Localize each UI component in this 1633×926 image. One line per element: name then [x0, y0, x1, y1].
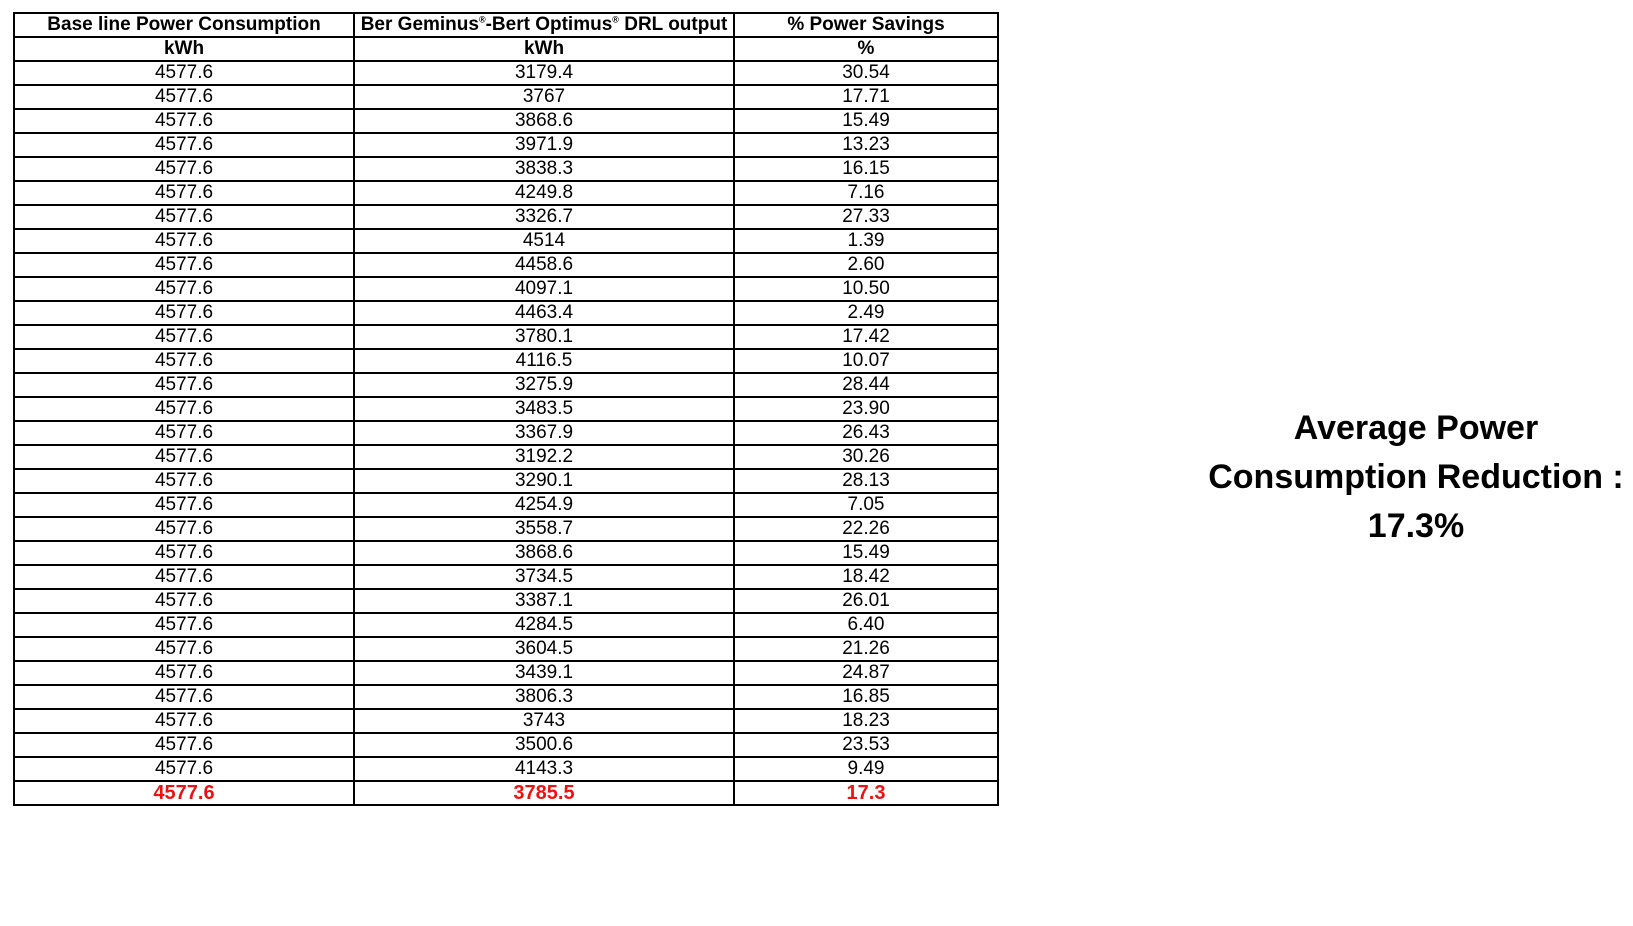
cell-baseline: 4577.6 — [14, 589, 354, 613]
table-row — [14, 61, 998, 85]
cell-power-savings: 18.23 — [734, 709, 998, 733]
cell-baseline: 4577.6 — [14, 349, 354, 373]
table-row — [14, 469, 998, 493]
table-row — [14, 253, 998, 277]
cell-power-savings: 26.01 — [734, 589, 998, 613]
cell-drl-output: 3367.9 — [354, 421, 734, 445]
cell-baseline: 4577.6 — [14, 109, 354, 133]
table-row — [14, 325, 998, 349]
cell-drl-output: 3290.1 — [354, 469, 734, 493]
header-baseline: Base line Power Consumption — [14, 13, 354, 37]
cell-drl-output: 3767 — [354, 85, 734, 109]
table-row — [14, 589, 998, 613]
cell-baseline: 4577.6 — [14, 181, 354, 205]
cell-baseline: 4577.6 — [14, 205, 354, 229]
cell-baseline: 4577.6 — [14, 373, 354, 397]
registered-mark: ® — [478, 14, 486, 25]
cell-drl-output: 3326.7 — [354, 205, 734, 229]
cell-power-savings: 7.16 — [734, 181, 998, 205]
cell-drl-output: 4458.6 — [354, 253, 734, 277]
cell-drl-output: 4097.1 — [354, 277, 734, 301]
cell-power-savings: 17.71 — [734, 85, 998, 109]
cell-power-savings: 16.85 — [734, 685, 998, 709]
unit-power-savings: % — [734, 37, 998, 61]
unit-baseline: kWh — [14, 37, 354, 61]
cell-drl-output: 3971.9 — [354, 133, 734, 157]
cell-power-savings: 28.44 — [734, 373, 998, 397]
power-consumption-table — [13, 12, 999, 806]
cell-drl-output: 3387.1 — [354, 589, 734, 613]
cell-power-savings: 26.43 — [734, 421, 998, 445]
cell-baseline: 4577.6 — [14, 445, 354, 469]
registered-mark: ® — [612, 14, 619, 25]
cell-drl-output: 4514 — [354, 229, 734, 253]
cell-power-savings: 22.26 — [734, 517, 998, 541]
cell-drl-output: 3806.3 — [354, 685, 734, 709]
cell-drl-output: 3500.6 — [354, 733, 734, 757]
table-row — [14, 493, 998, 517]
cell-power-savings: 13.23 — [734, 133, 998, 157]
table-row — [14, 613, 998, 637]
table-row — [14, 757, 998, 781]
table-row — [14, 709, 998, 733]
table-row — [14, 661, 998, 685]
cell-baseline: 4577.6 — [14, 733, 354, 757]
header-drl-output: Ber Geminus®-Bert Optimus® DRL output — [354, 13, 734, 37]
cell-power-savings: 24.87 — [734, 661, 998, 685]
cell-baseline: 4577.6 — [14, 229, 354, 253]
table-row — [14, 181, 998, 205]
cell-drl-output: 3439.1 — [354, 661, 734, 685]
table-row — [14, 517, 998, 541]
cell-power-savings: 10.07 — [734, 349, 998, 373]
cell-power-savings: 15.49 — [734, 109, 998, 133]
cell-power-savings: 17.42 — [734, 325, 998, 349]
table-row — [14, 85, 998, 109]
table-row — [14, 397, 998, 421]
cell-baseline: 4577.6 — [14, 421, 354, 445]
cell-baseline: 4577.6 — [14, 277, 354, 301]
cell-drl-output: 3838.3 — [354, 157, 734, 181]
cell-power-savings: 30.26 — [734, 445, 998, 469]
cell-baseline: 4577.6 — [14, 301, 354, 325]
cell-drl-output: 4249.8 — [354, 181, 734, 205]
header-power-savings: % Power Savings — [734, 13, 998, 37]
cell-baseline: 4577.6 — [14, 85, 354, 109]
cell-baseline: 4577.6 — [14, 253, 354, 277]
table-row — [14, 133, 998, 157]
cell-power-savings: 10.50 — [734, 277, 998, 301]
summary-power-savings: 17.3 — [734, 781, 998, 805]
cell-power-savings: 2.49 — [734, 301, 998, 325]
table-row — [14, 421, 998, 445]
cell-drl-output: 3604.5 — [354, 637, 734, 661]
cell-drl-output: 4284.5 — [354, 613, 734, 637]
cell-power-savings: 18.42 — [734, 565, 998, 589]
cell-drl-output: 3743 — [354, 709, 734, 733]
cell-baseline: 4577.6 — [14, 133, 354, 157]
cell-drl-output: 3483.5 — [354, 397, 734, 421]
cell-drl-output: 3734.5 — [354, 565, 734, 589]
table-row — [14, 157, 998, 181]
summary-row — [14, 781, 998, 805]
table-row — [14, 277, 998, 301]
table-row — [14, 541, 998, 565]
summary-drl-output: 3785.5 — [354, 781, 734, 805]
cell-baseline: 4577.6 — [14, 541, 354, 565]
cell-baseline: 4577.6 — [14, 397, 354, 421]
cell-power-savings: 28.13 — [734, 469, 998, 493]
unit-drl-output: kWh — [354, 37, 734, 61]
cell-baseline: 4577.6 — [14, 325, 354, 349]
cell-drl-output: 4116.5 — [354, 349, 734, 373]
average-reduction-callout — [1170, 404, 1633, 551]
cell-baseline: 4577.6 — [14, 157, 354, 181]
table-row — [14, 373, 998, 397]
cell-baseline: 4577.6 — [14, 469, 354, 493]
cell-baseline: 4577.6 — [14, 565, 354, 589]
units-row — [14, 37, 998, 61]
average-value: 17.3% — [1367, 507, 1465, 545]
table-row — [14, 301, 998, 325]
table-row — [14, 109, 998, 133]
table-row — [14, 229, 998, 253]
cell-power-savings: 21.26 — [734, 637, 998, 661]
table-row — [14, 349, 998, 373]
cell-power-savings: 16.15 — [734, 157, 998, 181]
cell-drl-output: 3780.1 — [354, 325, 734, 349]
cell-baseline: 4577.6 — [14, 757, 354, 781]
cell-baseline: 4577.6 — [14, 685, 354, 709]
cell-drl-output: 3868.6 — [354, 541, 734, 565]
table-body — [14, 61, 998, 781]
cell-baseline: 4577.6 — [14, 517, 354, 541]
header-row — [14, 13, 998, 37]
summary-baseline: 4577.6 — [14, 781, 354, 805]
cell-power-savings: 23.53 — [734, 733, 998, 757]
cell-baseline: 4577.6 — [14, 61, 354, 85]
cell-baseline: 4577.6 — [14, 661, 354, 685]
cell-baseline: 4577.6 — [14, 613, 354, 637]
cell-drl-output: 4254.9 — [354, 493, 734, 517]
cell-power-savings: 15.49 — [734, 541, 998, 565]
cell-drl-output: 3192.2 — [354, 445, 734, 469]
cell-power-savings: 30.54 — [734, 61, 998, 85]
cell-power-savings: 2.60 — [734, 253, 998, 277]
table-row — [14, 637, 998, 661]
table-row — [14, 445, 998, 469]
cell-drl-output: 3179.4 — [354, 61, 734, 85]
table-row — [14, 205, 998, 229]
cell-drl-output: 3558.7 — [354, 517, 734, 541]
cell-drl-output: 4143.3 — [354, 757, 734, 781]
cell-baseline: 4577.6 — [14, 493, 354, 517]
cell-power-savings: 7.05 — [734, 493, 998, 517]
cell-power-savings: 6.40 — [734, 613, 998, 637]
table-row — [14, 685, 998, 709]
table-row — [14, 565, 998, 589]
cell-power-savings: 23.90 — [734, 397, 998, 421]
cell-drl-output: 3868.6 — [354, 109, 734, 133]
cell-power-savings: 27.33 — [734, 205, 998, 229]
cell-drl-output: 4463.4 — [354, 301, 734, 325]
cell-baseline: 4577.6 — [14, 637, 354, 661]
cell-power-savings: 9.49 — [734, 757, 998, 781]
average-line-2: Consumption Reduction : — [1208, 458, 1624, 496]
cell-power-savings: 1.39 — [734, 229, 998, 253]
average-line-1: Average Power — [1293, 409, 1539, 447]
table-row — [14, 733, 998, 757]
cell-drl-output: 3275.9 — [354, 373, 734, 397]
cell-baseline: 4577.6 — [14, 709, 354, 733]
